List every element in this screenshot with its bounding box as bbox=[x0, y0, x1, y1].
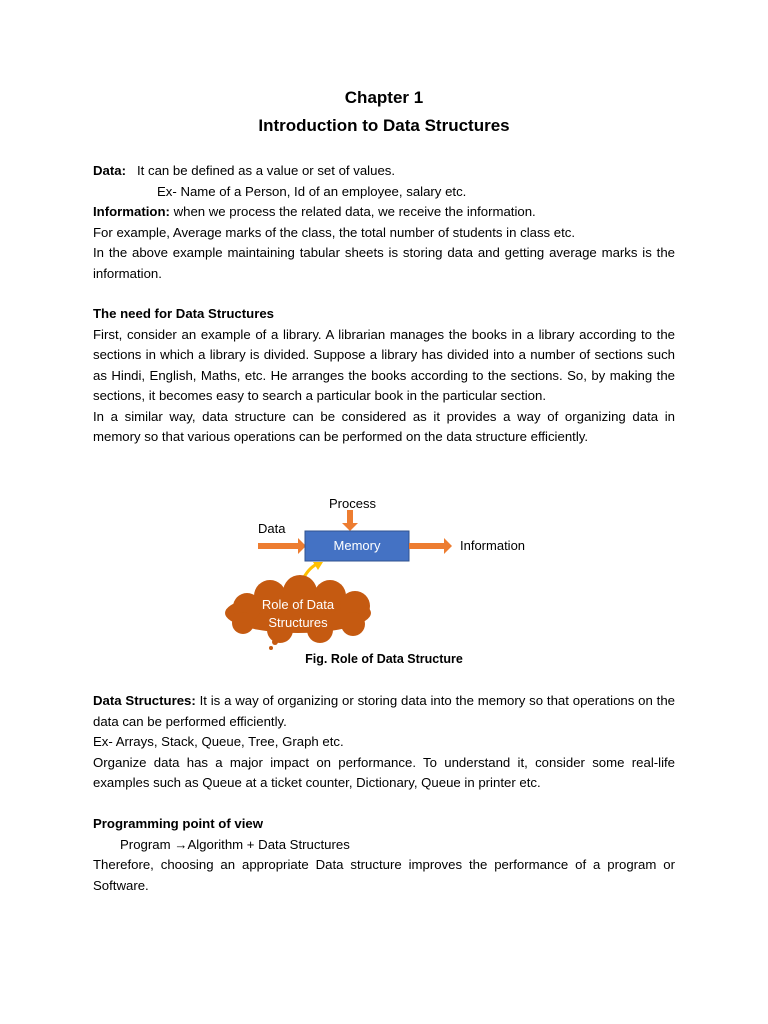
ds-definition-text: It is a way of organizing or storing data into the memory so that operations on the data can be performed efficiently. bbox=[93, 693, 675, 729]
data-definition-line bbox=[93, 161, 675, 182]
chapter-title: Introduction to Data Structures bbox=[258, 116, 510, 135]
diagram-shapes bbox=[215, 490, 555, 660]
memory-label: Memory bbox=[333, 538, 381, 553]
role-of-data-structure-figure bbox=[215, 490, 555, 660]
formula-arrow-icon: → bbox=[174, 836, 188, 852]
programming-section bbox=[93, 814, 675, 896]
example-line: For example, Average marks of the class, the total number of students in class etc. bbox=[93, 224, 576, 240]
library-paragraph: First, consider an example of a library. A librarian manages the books in a library according to the sections in which a library is divided. Suppose a library has divided into a number of sections such as Hindi, English, Maths, etc. He arranges the books according to the sections. So, by making the sections, it becomes easy to search a particular book in the particular section. bbox=[93, 326, 675, 403]
program-formula bbox=[93, 835, 675, 856]
formula-right: Algorithm + Data Structures bbox=[187, 836, 350, 852]
figure-caption: Fig. Role of Data Structure bbox=[305, 652, 463, 666]
information-definition-line bbox=[93, 202, 675, 223]
ds-label: Data Structures: bbox=[93, 693, 196, 708]
data-label: Data: bbox=[93, 163, 126, 178]
ds-impact-paragraph: Organize data has a major impact on performance. To understand it, consider some real-life examples such as Queue at a ticket counter, Dictionary, Queue in printer etc. bbox=[93, 754, 675, 790]
data-input-label: Data bbox=[258, 521, 286, 536]
chapter-number: Chapter 1 bbox=[344, 88, 424, 107]
similar-way-paragraph: In a similar way, data structure can be considered as it provides a way of organizing data in memory so that various operations can be performed on the data structure efficiently. bbox=[93, 408, 675, 444]
process-arrow bbox=[342, 510, 358, 531]
need-heading: The need for Data Structures bbox=[93, 306, 274, 321]
information-output-label: Information bbox=[460, 538, 526, 553]
cloud-label-line1: Role of Data bbox=[261, 597, 335, 612]
above-example-paragraph: In the above example maintaining tabular sheets is storing data and getting average marks is the information. bbox=[93, 245, 675, 281]
cloud-label bbox=[238, 596, 358, 632]
ds-examples: Ex- Arrays, Stack, Queue, Tree, Graph etc. bbox=[93, 734, 344, 749]
formula-left: Program bbox=[120, 836, 171, 852]
cloud-label-line2: Structures bbox=[268, 615, 328, 630]
ds-definition-paragraph bbox=[93, 691, 675, 732]
need-section bbox=[93, 304, 675, 448]
information-output-arrow bbox=[409, 538, 452, 554]
data-definition-section bbox=[93, 161, 675, 284]
information-text: when we process the related data, we receive the information. bbox=[173, 204, 536, 219]
programming-heading: Programming point of view bbox=[93, 816, 263, 831]
data-structures-section bbox=[93, 691, 675, 794]
process-label: Process bbox=[329, 496, 376, 511]
data-text: It can be defined as a value or set of values. bbox=[136, 163, 396, 178]
information-label: Information: bbox=[93, 204, 170, 219]
conclusion-paragraph: Therefore, choosing an appropriate Data structure improves the performance of a program or Software. bbox=[93, 857, 675, 893]
data-input-arrow bbox=[258, 538, 306, 554]
data-example: Ex- Name of a Person, Id of an employee, salary etc. bbox=[157, 183, 467, 199]
